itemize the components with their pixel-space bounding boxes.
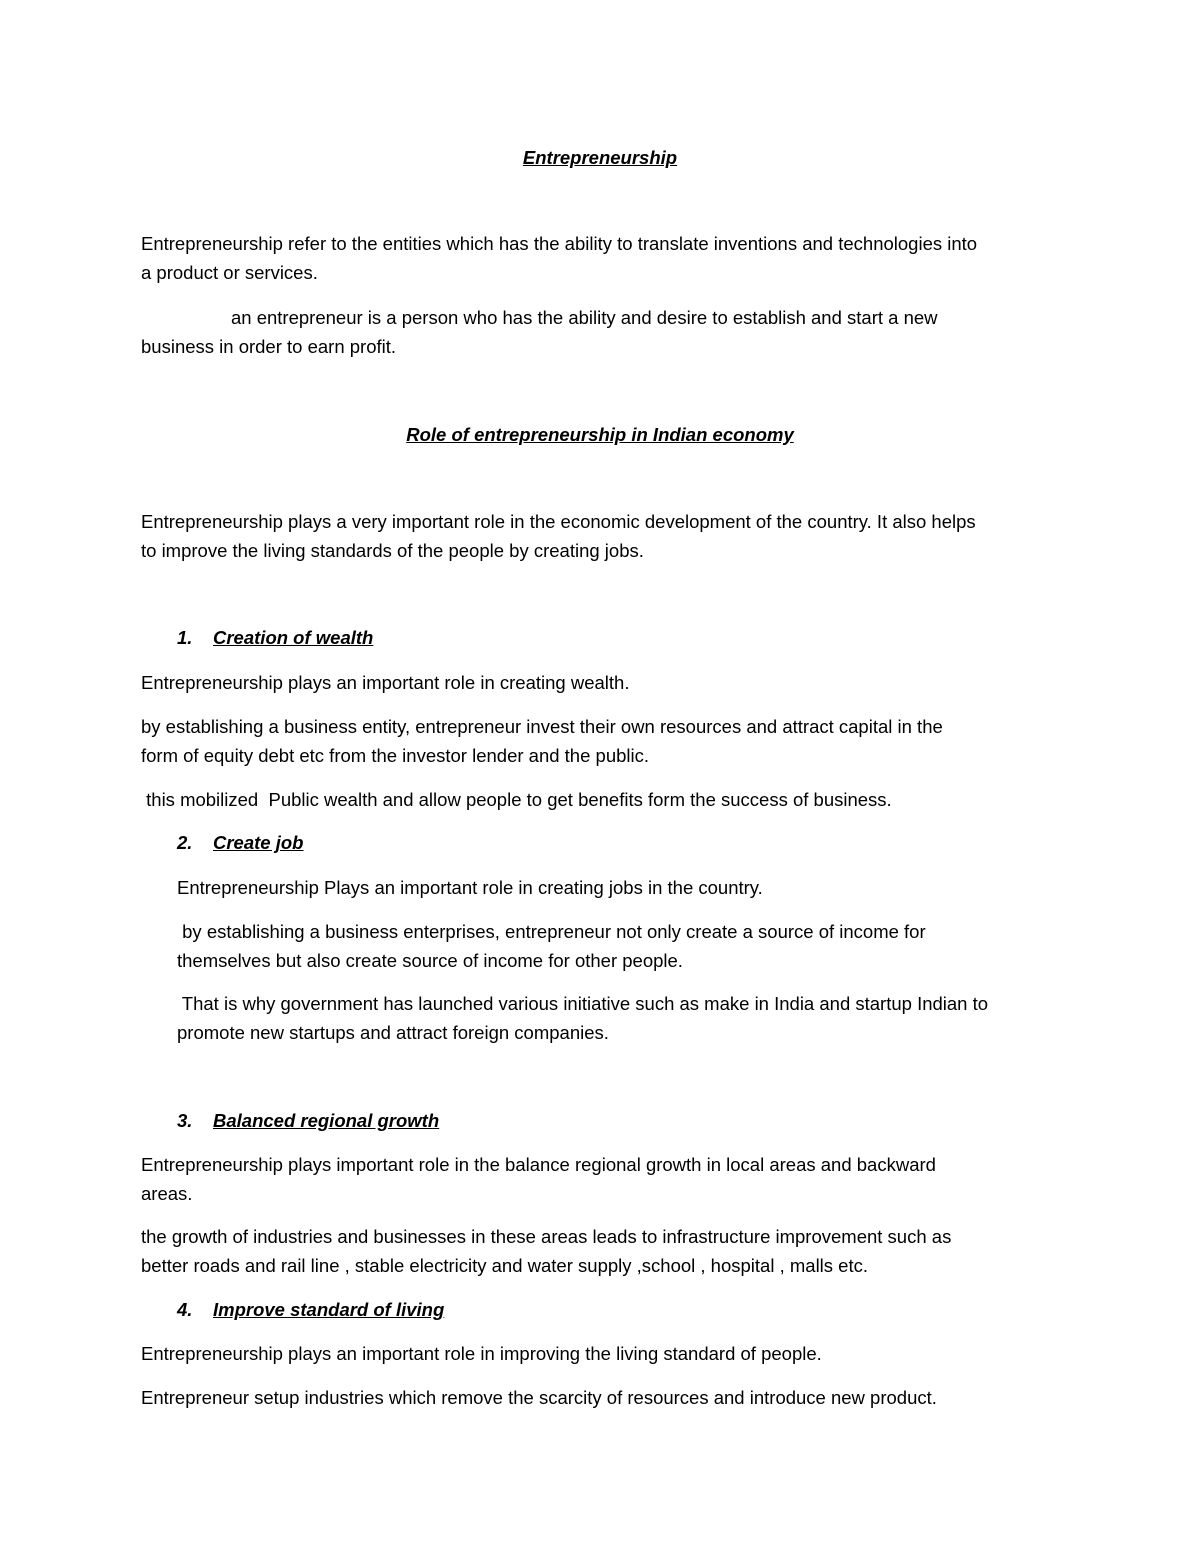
point-1-title: Creation of wealth bbox=[213, 627, 374, 648]
intro-line-4: business in order to earn profit. bbox=[141, 336, 397, 357]
point-4-line-2: Entrepreneur setup industries which remove the scarcity of resources and introduce new product. bbox=[141, 1387, 937, 1408]
point-4-number: 4. bbox=[177, 1299, 193, 1320]
intro-line-3: an entrepreneur is a person who has the ability and desire to establish and start a new bbox=[231, 307, 938, 328]
point-1-line-3: form of equity debt etc from the investor lender and the public. bbox=[141, 745, 650, 766]
point-2-number: 2. bbox=[177, 832, 193, 853]
point-2-line-3: themselves but also create source of income for other people. bbox=[177, 950, 683, 971]
point-3-line-2: areas. bbox=[141, 1183, 193, 1204]
point-3-title: Balanced regional growth bbox=[213, 1110, 440, 1131]
section-title: Role of entrepreneurship in Indian economy bbox=[406, 424, 794, 445]
point-4-line-1: Entrepreneurship plays an important role in improving the living standard of people. bbox=[141, 1343, 822, 1364]
point-3-line-4: better roads and rail line , stable electricity and water supply ,school , hospital , malls etc. bbox=[141, 1255, 868, 1276]
point-4-title: Improve standard of living bbox=[213, 1299, 445, 1320]
section-intro-line-1: Entrepreneurship plays a very important role in the economic development of the country. It also helps bbox=[141, 511, 976, 532]
point-1-line-1: Entrepreneurship plays an important role in creating wealth. bbox=[141, 672, 630, 693]
point-2-line-1: Entrepreneurship Plays an important role in creating jobs in the country. bbox=[177, 877, 763, 898]
point-1-line-4: this mobilized Public wealth and allow people to get benefits form the success of business. bbox=[141, 789, 892, 810]
point-2-line-2: by establishing a business enterprises, entrepreneur not only create a source of income for bbox=[177, 921, 926, 942]
point-3-line-3: the growth of industries and businesses in these areas leads to infrastructure improvement such as bbox=[141, 1226, 952, 1247]
point-3-line-1: Entrepreneurship plays important role in the balance regional growth in local areas and backward bbox=[141, 1154, 936, 1175]
point-2-title: Create job bbox=[213, 832, 304, 853]
point-1-number: 1. bbox=[177, 627, 193, 648]
intro-line-1: Entrepreneurship refer to the entities which has the ability to translate inventions and technologies into bbox=[141, 233, 978, 254]
point-4-heading bbox=[177, 1295, 444, 1324]
point-3-heading bbox=[177, 1106, 439, 1135]
point-2-line-4: That is why government has launched various initiative such as make in India and startup Indian to bbox=[177, 993, 989, 1014]
point-2-line-5: promote new startups and attract foreign companies. bbox=[177, 1022, 609, 1043]
point-2-heading bbox=[177, 828, 303, 857]
intro-line-2: a product or services. bbox=[141, 262, 318, 283]
point-1-line-2: by establishing a business entity, entrepreneur invest their own resources and attract capital in the bbox=[141, 716, 943, 737]
document-title: Entrepreneurship bbox=[522, 147, 678, 168]
section-intro-line-2: to improve the living standards of the people by creating jobs. bbox=[141, 540, 644, 561]
point-1-heading bbox=[177, 623, 373, 652]
point-3-number: 3. bbox=[177, 1110, 193, 1131]
